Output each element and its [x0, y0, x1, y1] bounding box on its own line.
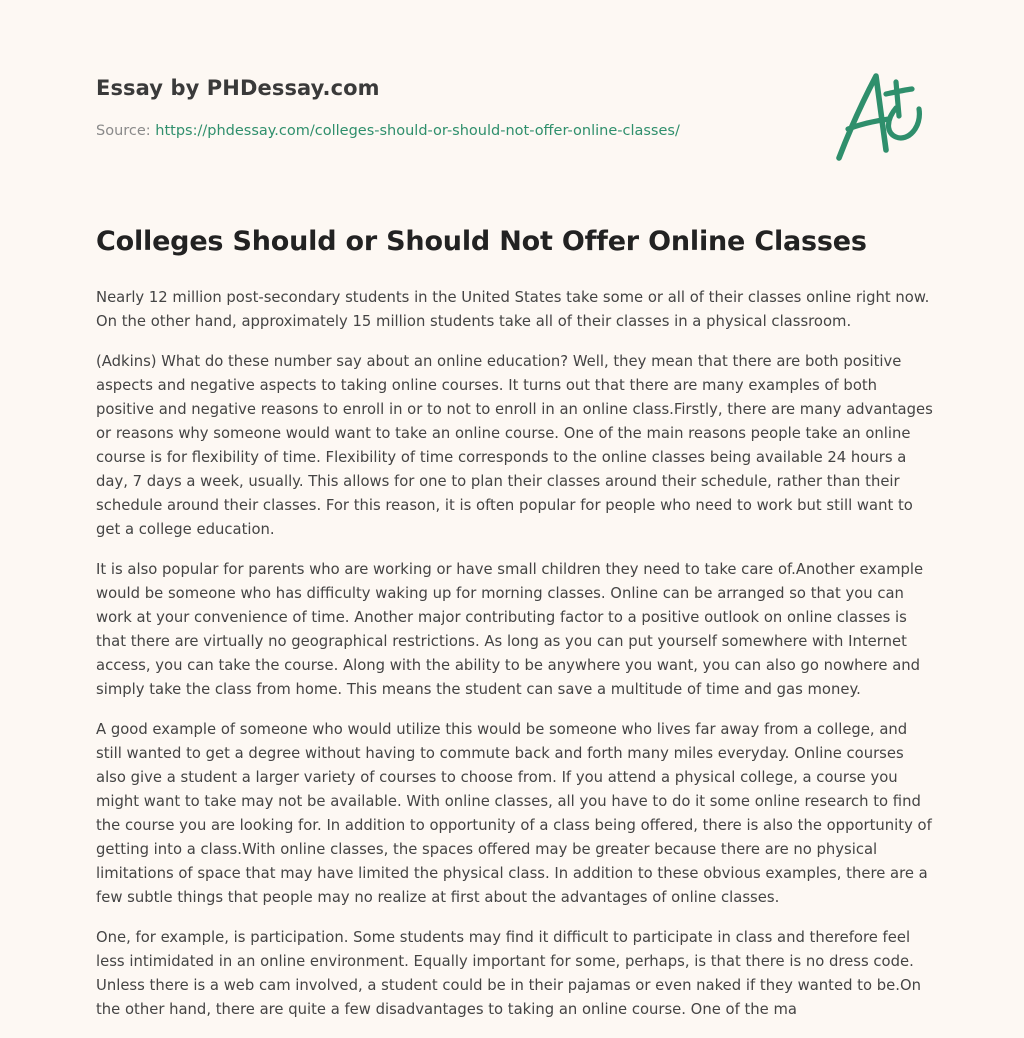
site-brand: Essay by PHDessay.com — [96, 76, 380, 100]
article-body — [96, 286, 936, 1038]
article-paragraph: It is also popular for parents who are working or have small children they need to take care of.Another example would be someone who has difficulty waking up for morning classes. Online can be arranged so that you can work at your convenience of time. Another major contributing factor to a positive outlook on online classes is that there are virtually no geographical restrictions. As long as you can put yourself somewhere with Internet access, you can take the course. Along with the ability to be anywhere you want, you can also go nowhere and simply take the class from home. This means the student can save a multitude of time and gas money. — [96, 561, 924, 698]
article-title: Colleges Should or Should Not Offer Online Classes — [96, 226, 867, 257]
article-paragraph: (Adkins) What do these number say about an online education? Well, they mean that there are both positive aspects and negative aspects to taking online courses. It turns out that there are many examples of both positive and negative reasons to enroll in or to not to enroll in an online class.Firstly, there are many advantages or reasons why someone would want to take an online course. One of the main reasons people take an online course is for flexibility of time. Flexibility of time corresponds to the online classes being available 24 hours a day, 7 days a week, usually. This allows for one to plan their classes around their schedule, rather than their schedule around their classes. For this reason, it is often popular for people who need to work but still want to get a college education. — [96, 353, 933, 538]
article-paragraph: One, for example, is participation. Some students may find it difficult to participate in class and therefore feel less intimidated in an online environment. Equally important for some, perhaps, is that there is no dress code. Unless there is a web cam involved, a student could be in their pajamas or even naked if they wanted to be.On the other hand, there are quite a few disadvantages to taking an online course. One of the ma — [96, 929, 921, 1018]
header — [96, 0, 928, 210]
source-label: Source: — [96, 123, 151, 139]
article-paragraph: A good example of someone who would utilize this would be someone who lives far away from a college, and still wanted to get a degree without having to commute back and forth many miles everyday. Online courses also give a student a larger variety of courses to choose from. If you attend a physical college, a course you might want to take may not be available. With online classes, all you have to do it some online research to find the course you are looking for. In addition to opportunity of a class being offered, there is also the opportunity of getting into a class.With online classes, the spaces offered may be greater because there are no physical limitations of space that may have limited the physical class. In addition to these obvious examples, there are a few subtle things that people may no realize at first about the advantages of online classes. — [96, 721, 932, 906]
source-line — [96, 123, 680, 139]
source-link[interactable]: https://phdessay.com/colleges-should-or-should-not-offer-online-classes/ — [155, 123, 680, 139]
article-paragraph: Nearly 12 million post-secondary students in the United States take some or all of their classes online right now. On the other hand, approximately 15 million students take all of their classes in a physical classroom. — [96, 289, 930, 330]
a-plus-logo-icon — [828, 66, 932, 166]
